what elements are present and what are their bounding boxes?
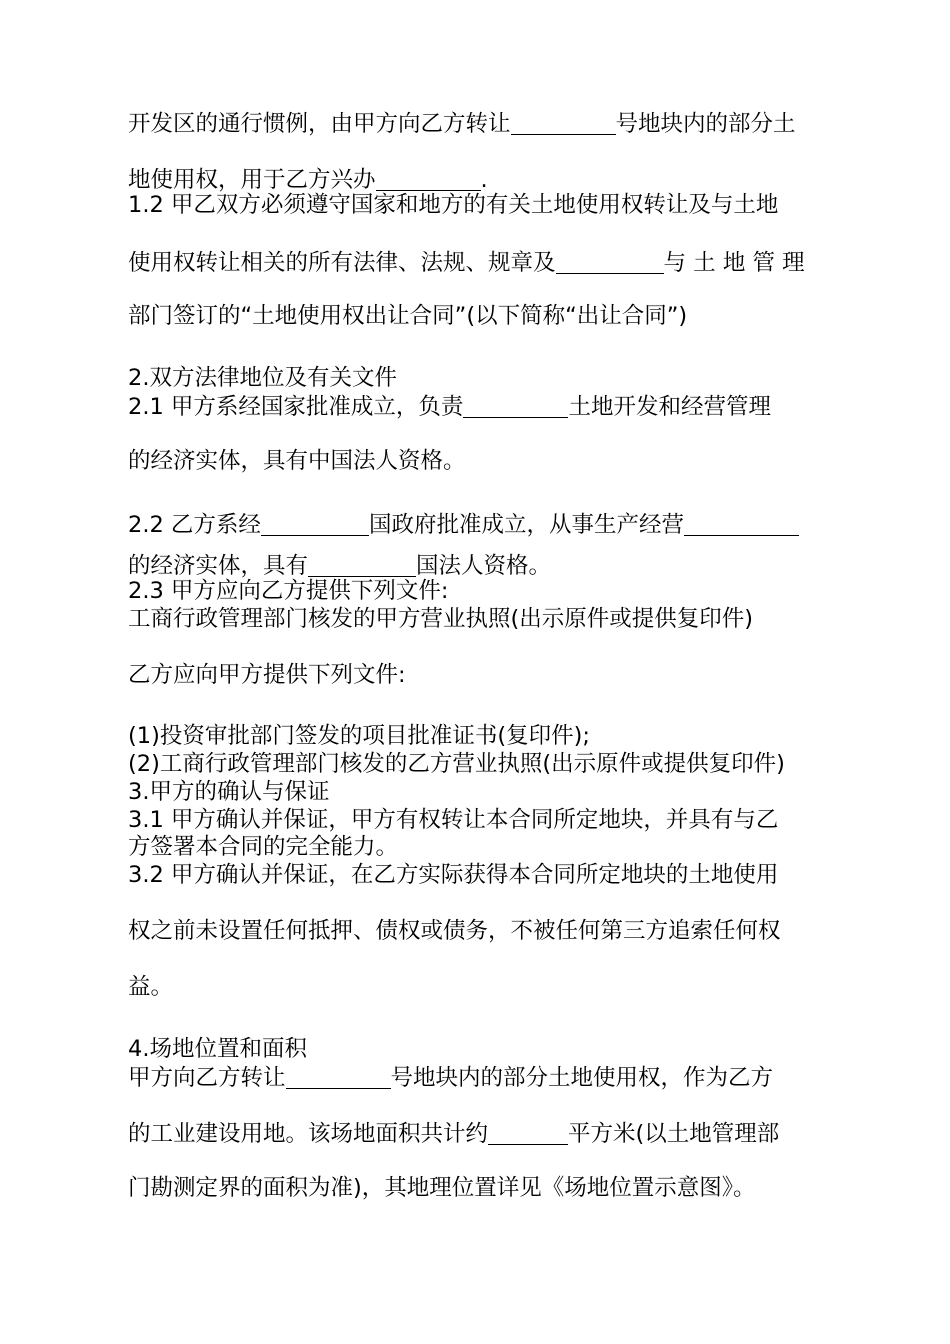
blank-underline bbox=[488, 1121, 568, 1145]
text-segment: 土地开发和经营管理 bbox=[568, 394, 771, 421]
text-segment: 平方米(以土地管理部 bbox=[568, 1121, 780, 1148]
text-segment: 4.场地位置和面积 bbox=[128, 1036, 307, 1062]
text-segment: 国政府批准成立，从事生产经营 bbox=[368, 512, 684, 539]
text-segment: 的经济实体，具有中国法人资格。 bbox=[128, 448, 466, 474]
text-segment: 权之前未设置任何抵押、债权或债务，不被任何第三方追索任何权 bbox=[128, 918, 781, 944]
blank-underline bbox=[684, 512, 799, 536]
text-line bbox=[128, 167, 488, 192]
text-segment: 甲方向乙方转让 bbox=[128, 1065, 286, 1092]
blank-underline bbox=[308, 553, 416, 577]
section-heading bbox=[128, 367, 397, 390]
blank-underline bbox=[463, 394, 568, 418]
text-line bbox=[128, 1065, 773, 1090]
text-line bbox=[128, 512, 799, 537]
text-segment: 3.甲方的确认与保证 bbox=[128, 779, 330, 805]
text-segment: 门勘测定界的面积为准)，其地理位置详见《场地位置示意图》。 bbox=[128, 1175, 756, 1201]
text-segment: 国法人资格。 bbox=[416, 553, 552, 580]
text-line bbox=[128, 664, 406, 687]
text-line bbox=[128, 753, 785, 776]
text-segment: 与 土 地 管 理 bbox=[663, 250, 805, 277]
text-segment: (2)工商行政管理部门核发的乙方营业执照(出示原件或提供复印件) bbox=[128, 751, 785, 777]
text-line bbox=[128, 194, 778, 217]
blank-underline bbox=[286, 1065, 391, 1089]
text-segment: 部门签订的“土地使用权出让合同”(以下简称“出让合同”) bbox=[128, 303, 688, 329]
text-segment: 2.3 甲方应向乙方提供下列文件: bbox=[128, 578, 449, 604]
text-line bbox=[128, 305, 687, 328]
text-line bbox=[128, 1121, 779, 1146]
blank-underline bbox=[376, 167, 481, 191]
text-line bbox=[128, 809, 778, 832]
text-line bbox=[128, 394, 771, 419]
text-segment: 1.2 甲乙双方必须遵守国家和地方的有关土地使用权转让及与土地 bbox=[128, 192, 779, 218]
text-segment: 2.双方法律地位及有关文件 bbox=[128, 365, 397, 391]
text-line bbox=[128, 976, 173, 999]
text-segment: 的经济实体，具有 bbox=[128, 553, 309, 580]
text-line bbox=[128, 836, 398, 859]
text-segment: 3.2 甲方确认并保证，在乙方实际获得本合同所定地块的土地使用 bbox=[128, 862, 779, 888]
text-line bbox=[128, 580, 449, 603]
text-segment: 号地块内的部分土 bbox=[615, 111, 796, 138]
blank-underline bbox=[556, 250, 664, 274]
text-line bbox=[128, 450, 466, 473]
text-segment: 开发区的通行惯例，由甲方向乙方转让 bbox=[128, 111, 511, 138]
text-line bbox=[128, 1177, 756, 1200]
text-segment: 使用权转让相关的所有法律、法规、规章及 bbox=[128, 250, 556, 277]
text-line bbox=[128, 725, 590, 748]
text-line bbox=[128, 553, 551, 578]
blank-underline bbox=[261, 512, 369, 536]
text-segment: 的工业建设用地。该场地面积共计约 bbox=[128, 1121, 489, 1148]
section-heading bbox=[128, 1038, 307, 1061]
text-segment: (1)投资审批部门签发的项目批准证书(复印件); bbox=[128, 723, 591, 749]
text-segment: 号地块内的部分土地使用权，作为乙方 bbox=[390, 1065, 774, 1092]
text-segment: 益。 bbox=[128, 974, 174, 1000]
text-segment: 2.1 甲方系经国家批准成立，负责 bbox=[128, 394, 464, 421]
text-segment: 乙方应向甲方提供下列文件: bbox=[128, 662, 406, 688]
text-line bbox=[128, 111, 796, 136]
text-line bbox=[128, 864, 778, 887]
text-segment: 地使用权，用于乙方兴办 bbox=[128, 167, 376, 194]
text-line bbox=[128, 608, 753, 631]
text-segment: 3.1 甲方确认并保证，甲方有权转让本合同所定地块，并具有与乙 bbox=[128, 807, 779, 833]
text-segment: 方签署本合同的完全能力。 bbox=[128, 834, 399, 860]
text-segment: . bbox=[480, 167, 488, 194]
text-line bbox=[128, 920, 781, 943]
text-segment: 工商行政管理部门核发的甲方营业执照(出示原件或提供复印件) bbox=[128, 606, 754, 632]
text-line bbox=[128, 250, 805, 275]
section-heading bbox=[128, 781, 329, 804]
text-segment: 2.2 乙方系经 bbox=[128, 512, 261, 539]
blank-underline bbox=[511, 111, 616, 135]
